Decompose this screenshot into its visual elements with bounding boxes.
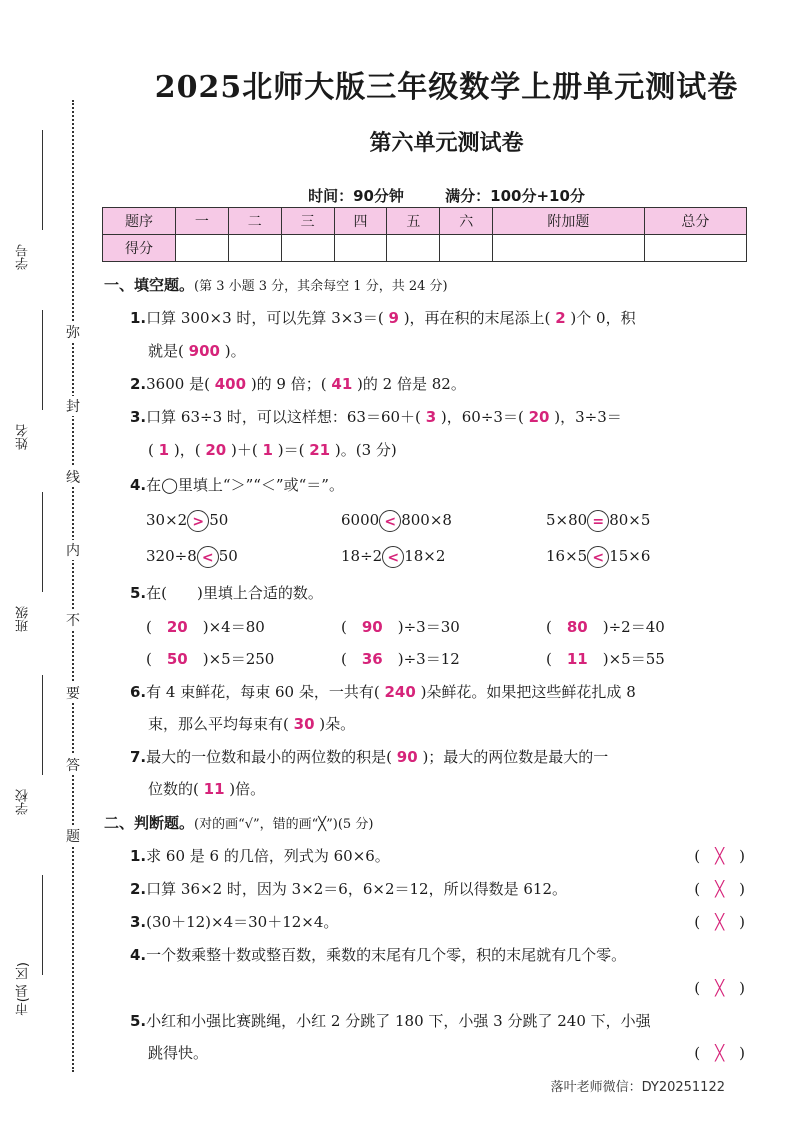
question-text: 最大的一位数和最小的两位数的积是( <box>146 748 392 766</box>
question-text: )。 <box>224 342 246 360</box>
cross-mark: ╳ <box>715 979 725 997</box>
judge-answer-box[interactable]: ( ╳ ) <box>694 880 745 898</box>
question-text: 口算 300×3 时，可以先算 3×3＝( <box>146 309 384 327</box>
question-text: 位数的( <box>148 780 199 798</box>
seal-char: 内 <box>63 540 83 560</box>
cross-mark: ╳ <box>715 880 725 898</box>
answer: < <box>592 550 605 566</box>
compare-item <box>341 510 452 532</box>
exam-info <box>100 185 793 206</box>
student-id-blank <box>42 130 43 230</box>
header-cell: 五 <box>387 208 440 235</box>
answer: 90 <box>396 748 418 766</box>
fill-item: ( 36 )÷3＝12 <box>341 650 460 668</box>
question-text: )朵。 <box>319 715 356 733</box>
answer: 3 <box>425 408 437 426</box>
question-text: 3600 是( <box>146 375 210 393</box>
question-text: 口算 36×2 时，因为 3×2＝6，6×2＝12，所以得数是 612。 <box>146 880 567 898</box>
compare-left: 16×5 <box>546 547 588 565</box>
seal-char: 不 <box>63 610 83 630</box>
compare-item <box>341 546 445 568</box>
score-cell[interactable] <box>387 235 440 262</box>
question-number: 2. <box>130 880 147 898</box>
score-row <box>103 235 747 262</box>
full-score: 满分：100分+10分 <box>445 187 585 205</box>
name-field <box>8 310 48 450</box>
city-blank <box>42 875 43 975</box>
answer: 9 <box>388 309 399 327</box>
fill-expression: )×4＝80 <box>202 618 265 636</box>
seal-char: 弥 <box>63 322 83 342</box>
question-text: )的 2 倍是 82。 <box>357 375 466 393</box>
compare-left: 18÷2 <box>341 547 383 565</box>
name-label: 姓名 <box>16 424 31 450</box>
question-3-line2 <box>148 439 397 460</box>
unit-title: 第六单元测试卷 <box>369 130 524 156</box>
score-table-header <box>103 208 747 235</box>
fill-expression: )÷2＝40 <box>602 618 665 636</box>
question-text: )。(3 分) <box>334 441 397 459</box>
seal-char: 线 <box>63 467 83 487</box>
question-number: 2. <box>130 375 147 393</box>
score-cell[interactable] <box>493 235 645 262</box>
compare-circle[interactable] <box>382 546 404 568</box>
answer: 2 <box>555 309 566 327</box>
judge-answer-box[interactable]: ( ╳ ) <box>694 979 745 997</box>
question-text: )朵鲜花。如果把这些鲜花扎成 8 <box>420 683 636 701</box>
question-1-line1 <box>130 307 636 328</box>
question-7-line2 <box>148 778 265 799</box>
question-text: )个 0，积 <box>570 309 636 327</box>
answer: 1 <box>158 441 170 459</box>
question-text: )，60÷3＝( <box>440 408 524 426</box>
question-2 <box>130 373 466 394</box>
page-title: 2025北师大版三年级数学上册单元测试卷 <box>154 70 739 105</box>
question-3-line1 <box>130 406 622 427</box>
fill-item: ( 11 )×5＝55 <box>546 650 665 668</box>
question-number: 4. <box>130 476 147 494</box>
fill-expression: )÷3＝12 <box>397 650 460 668</box>
answer: 36 <box>361 650 383 668</box>
header-cell: 六 <box>440 208 493 235</box>
answer: 240 <box>384 683 416 701</box>
compare-item <box>546 510 650 532</box>
judge-answer-box[interactable]: ( ╳ ) <box>694 847 745 865</box>
seal-char: 封 <box>63 396 83 416</box>
answer: = <box>592 514 605 530</box>
question-6-line2 <box>148 713 355 734</box>
answer: 11 <box>566 650 588 668</box>
compare-left: 6000 <box>341 511 380 529</box>
question-text: (30＋12)×4＝30＋12×4。 <box>146 913 339 931</box>
question-text: )，3÷3＝ <box>554 408 622 426</box>
header-cell: 总分 <box>644 208 746 235</box>
judge-answer-box[interactable]: ( ╳ ) <box>694 1044 745 1062</box>
question-6-line1 <box>130 681 636 702</box>
score-cell[interactable] <box>644 235 746 262</box>
question-text: 跳得快。 <box>148 1044 209 1062</box>
question-text: )的 9 倍；( <box>250 375 327 393</box>
question-number: 5. <box>130 584 147 602</box>
section2-title: 二、判断题。 <box>104 814 195 832</box>
compare-right: 18×2 <box>404 547 446 565</box>
fill-expression: )÷3＝30 <box>397 618 460 636</box>
answer: 21 <box>309 441 331 459</box>
compare-circle[interactable] <box>379 510 401 532</box>
question-text: )，( <box>173 441 201 459</box>
question-text: 求 60 是 6 的几倍，列式为 60×6。 <box>146 847 390 865</box>
answer: 50 <box>166 650 188 668</box>
compare-circle[interactable] <box>187 510 209 532</box>
question-4 <box>130 474 344 495</box>
compare-circle[interactable] <box>197 546 219 568</box>
answer: 1 <box>262 441 273 459</box>
compare-right: 50 <box>218 547 238 565</box>
header-cell: 一 <box>176 208 229 235</box>
question-text: 小红和小强比赛跳绳，小红 2 分跳了 180 下，小强 3 分跳了 240 下，小强 <box>146 1012 651 1030</box>
fill-item: ( 20 )×4＝80 <box>146 618 265 636</box>
fill-expression: )×5＝55 <box>602 650 665 668</box>
compare-item <box>146 546 238 568</box>
seal-char: 答 <box>63 755 83 775</box>
judge-item-5-line2 <box>148 1042 208 1063</box>
compare-item <box>146 510 228 532</box>
question-number: 4. <box>130 946 147 964</box>
question-number: 6. <box>130 683 147 701</box>
fill-item: ( 50 )×5＝250 <box>146 650 275 668</box>
question-number: 1. <box>130 309 147 327</box>
answer: 900 <box>188 342 220 360</box>
answer: < <box>384 514 397 530</box>
class-blank <box>42 492 43 592</box>
compare-left: 30×2 <box>146 511 188 529</box>
header-cell: 二 <box>228 208 281 235</box>
answer: < <box>387 550 400 566</box>
section1-title: 一、填空题。 <box>104 276 195 294</box>
compare-right: 50 <box>209 511 229 529</box>
school-blank <box>42 675 43 775</box>
question-text: )；最大的两位数是最大的一 <box>422 748 609 766</box>
question-number: 5. <box>130 1012 147 1030</box>
score-cell[interactable] <box>440 235 493 262</box>
class-field <box>8 492 48 632</box>
section2-note: (对的画“√”，错的画“╳”)(5 分) <box>194 817 374 832</box>
question-number: 3. <box>130 913 147 931</box>
score-cell[interactable] <box>228 235 281 262</box>
answer: 11 <box>203 780 225 798</box>
school-label: 学校 <box>16 789 31 815</box>
score-row-label: 得分 <box>103 235 176 262</box>
binding-dotted-line <box>72 100 74 1072</box>
compare-right: 800×8 <box>401 511 452 529</box>
compare-right: 80×5 <box>609 511 651 529</box>
header-cell: 附加题 <box>493 208 645 235</box>
seal-char: 要 <box>63 683 83 703</box>
footer-contact: 落叶老师微信：DY20251122 <box>550 1080 725 1095</box>
header-cell: 题序 <box>103 208 176 235</box>
score-cell[interactable] <box>281 235 334 262</box>
answer: 400 <box>214 375 247 393</box>
section1-heading <box>104 274 448 295</box>
question-text: 口算 63÷3 时，可以这样想：63＝60＋( <box>146 408 421 426</box>
judge-item-5-line1 <box>130 1010 651 1031</box>
compare-left: 320÷8 <box>146 547 197 565</box>
answer: 20 <box>166 618 188 636</box>
student-id-label: 学号 <box>16 244 31 270</box>
section1-note: (第 3 小题 3 分，其余每空 1 分，共 24 分) <box>194 279 448 294</box>
city-field <box>8 875 48 1015</box>
cross-mark: ╳ <box>715 913 725 931</box>
answer: < <box>201 550 214 566</box>
question-text: 在◯里填上“＞”“＜”或“＝”。 <box>146 476 344 494</box>
answer: 41 <box>331 375 353 393</box>
cross-mark: ╳ <box>715 1044 725 1062</box>
cross-mark: ╳ <box>715 847 725 865</box>
header-cell: 四 <box>334 208 387 235</box>
class-label: 班级 <box>16 606 31 632</box>
question-1-line2 <box>148 340 246 361</box>
fill-item: ( 90 )÷3＝30 <box>341 618 460 636</box>
time-limit: 时间：90分钟 <box>308 187 404 205</box>
city-label: 市(县 区) <box>16 961 31 1015</box>
question-text: )倍。 <box>229 780 266 798</box>
question-text: )，再在积的末尾添上( <box>403 309 551 327</box>
judge-item-4 <box>130 944 626 965</box>
answer: 90 <box>361 618 383 636</box>
compare-left: 5×80 <box>546 511 588 529</box>
score-cell[interactable] <box>176 235 229 262</box>
answer: 30 <box>293 715 315 733</box>
seal-char: 题 <box>63 826 83 846</box>
answer: 20 <box>205 441 227 459</box>
name-blank <box>42 310 43 410</box>
compare-circle[interactable] <box>587 546 609 568</box>
student-id-field <box>8 130 48 270</box>
judge-item-2 <box>130 878 567 899</box>
question-7-line1 <box>130 746 608 767</box>
question-text: )＝( <box>277 441 305 459</box>
compare-item <box>546 546 650 568</box>
question-text: ( <box>148 441 154 459</box>
question-text: 束，那么平均每束有( <box>148 715 289 733</box>
score-cell[interactable] <box>334 235 387 262</box>
section2-heading <box>104 812 373 833</box>
fill-item: ( 80 )÷2＝40 <box>546 618 665 636</box>
answer: 80 <box>566 618 588 636</box>
compare-circle[interactable] <box>587 510 609 532</box>
score-table <box>102 207 747 262</box>
question-5 <box>130 582 323 603</box>
school-field <box>8 675 48 815</box>
question-number: 3. <box>130 408 147 426</box>
question-number: 7. <box>130 748 147 766</box>
judge-answer-box[interactable]: ( ╳ ) <box>694 913 745 931</box>
question-text: 一个数乘整十数或整百数，乘数的末尾有几个零，积的末尾就有几个零。 <box>146 946 627 964</box>
question-text: 有 4 束鲜花，每束 60 朵，一共有( <box>146 683 380 701</box>
question-text: 在( )里填上合适的数。 <box>146 584 323 602</box>
answer: 20 <box>528 408 550 426</box>
compare-right: 15×6 <box>609 547 651 565</box>
judge-item-3 <box>130 911 338 932</box>
fill-expression: )×5＝250 <box>202 650 275 668</box>
question-number: 1. <box>130 847 147 865</box>
judge-item-1 <box>130 845 390 866</box>
question-text: )＋( <box>231 441 258 459</box>
question-text: 就是( <box>148 342 184 360</box>
answer: > <box>192 514 205 530</box>
header-cell: 三 <box>281 208 334 235</box>
